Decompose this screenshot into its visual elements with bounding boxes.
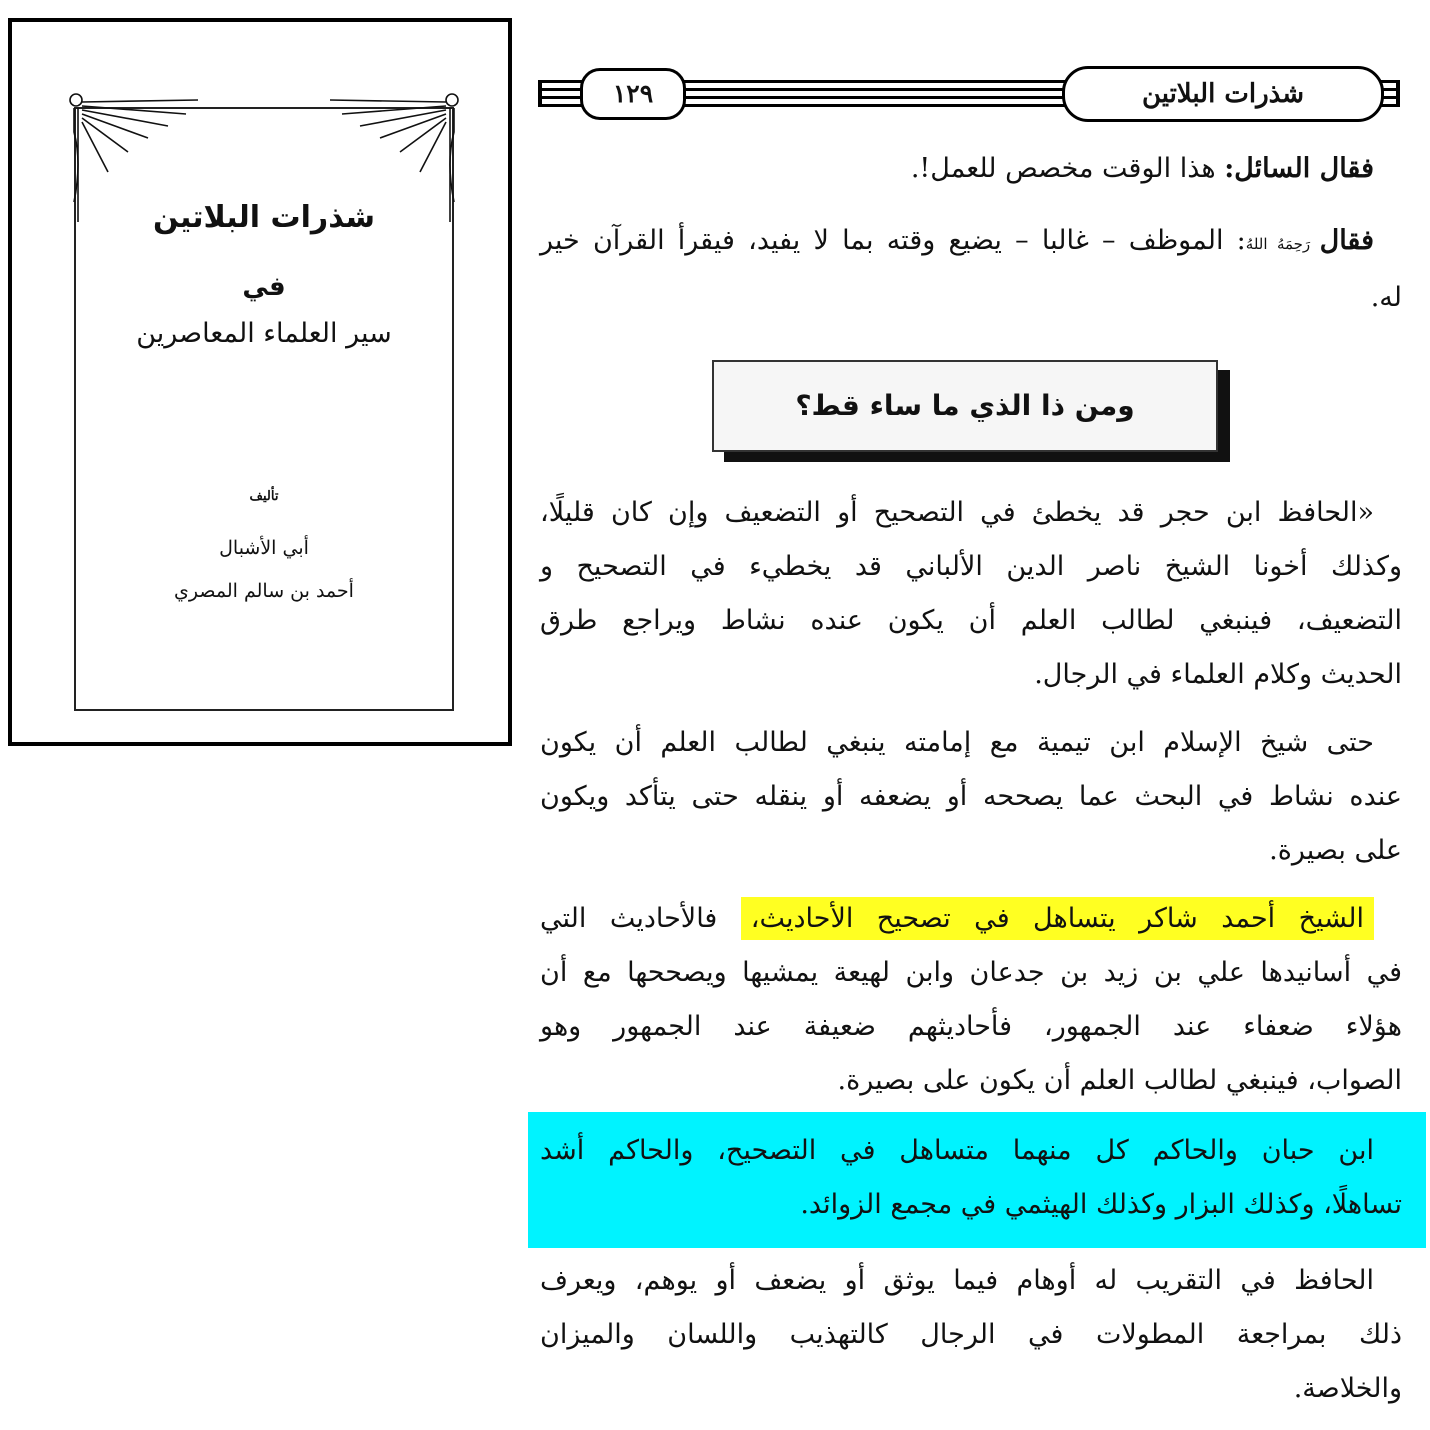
honorific: رَحِمَهُ اللهُ — [1245, 235, 1320, 253]
paragraph-text: : الموظف – غالبا – يضيع وقته بما لا يفيد، فيقرأ القرآن خير — [540, 225, 1246, 256]
text-line: تساهلًا، وكذلك البزار وكذلك الهيثمي في مجمع الزوائد. — [800, 1189, 1402, 1220]
paragraph-text: هذا الوقت مخصص للعمل!. — [910, 153, 1225, 184]
text-line: الحديث وكلام العلماء في الرجال. — [1034, 659, 1402, 690]
cover-talif-label: تأليف — [249, 489, 279, 504]
paragraph-ibn-taymiyyah — [540, 716, 1402, 878]
text-line: ذلك بمراجعة المطولات في الرجال كالتهذيب واللسان والميزان — [540, 1319, 1402, 1350]
text-line: ابن حبان والحاكم كل منهما متساهل في التصحيح، والحاكم أشد — [540, 1135, 1374, 1166]
text-line: وكذلك أخونا الشيخ ناصر الدين الألباني قد يخطيء في التصحيح و — [540, 551, 1402, 582]
paragraph-taqrib — [540, 1254, 1402, 1416]
paragraph-questioner — [540, 142, 1402, 196]
text-line: في أسانيدها علي بن زيد بن جدعان وابن لهيعة يمشيها ويصححها مع أن — [540, 957, 1402, 988]
text-line: الصواب، فينبغي لطالب العلم أن يكون على بصيرة. — [837, 1065, 1402, 1096]
text-line: الحافظ في التقريب له أوهام فيما يوثق أو يضعف أو يوهم، ويعرف — [540, 1265, 1374, 1296]
text-line: «الحافظ ابن حجر قد يخطئ في التصحيح أو التضعيف وإن كان قليلًا، — [540, 497, 1374, 528]
paragraph-ahmad-shakir — [540, 892, 1402, 1108]
text-line: والخلاصة. — [1293, 1373, 1402, 1404]
paragraph-text: له. — [1370, 282, 1402, 313]
page-number: ١٢٩ — [580, 68, 686, 120]
speaker-label: فقال السائل: — [1224, 153, 1374, 184]
paragraph-ibn-hajar — [540, 486, 1402, 702]
text-line: حتى شيخ الإسلام ابن تيمية مع إمامته ينبغي لطالب العلم أن يكون — [540, 727, 1374, 758]
section-heading: ومن ذا الذي ما ساء قط؟ — [712, 360, 1218, 452]
cover-subtitle: سير العلماء المعاصرين — [136, 318, 392, 349]
cover-title: شذرات البلاتين — [152, 200, 376, 235]
cover-author-kunya: أبي الأشبال — [219, 537, 309, 559]
running-title: شذرات البلاتين — [1062, 66, 1384, 122]
book-cover — [8, 18, 512, 746]
text-line: التضعيف، فينبغي لطالب العلم أن يكون عنده نشاط ويراجع طرق — [540, 605, 1402, 636]
speaker-label: فقال — [1319, 225, 1374, 256]
cover-connector: في — [242, 272, 286, 302]
yellow-highlight: الشيخ أحمد شاكر يتساهل في تصحيح الأحاديث، — [741, 897, 1374, 940]
text-line: هؤلاء ضعفاء عند الجمهور، فأحاديثهم ضعيفة عند الجمهور وهو — [540, 1011, 1402, 1042]
paragraph-ibn-hibban — [540, 1124, 1402, 1232]
paragraph-answer — [540, 214, 1402, 325]
paragraph-text: فالأحاديث التي — [540, 903, 741, 934]
text-line: على بصيرة. — [1269, 835, 1402, 866]
text-line: عنده نشاط في البحث عما يصححه أو يضعفه أو ينقله حتى يتأكد ويكون — [540, 781, 1402, 812]
cover-author-name: أحمد بن سالم المصري — [174, 580, 354, 602]
